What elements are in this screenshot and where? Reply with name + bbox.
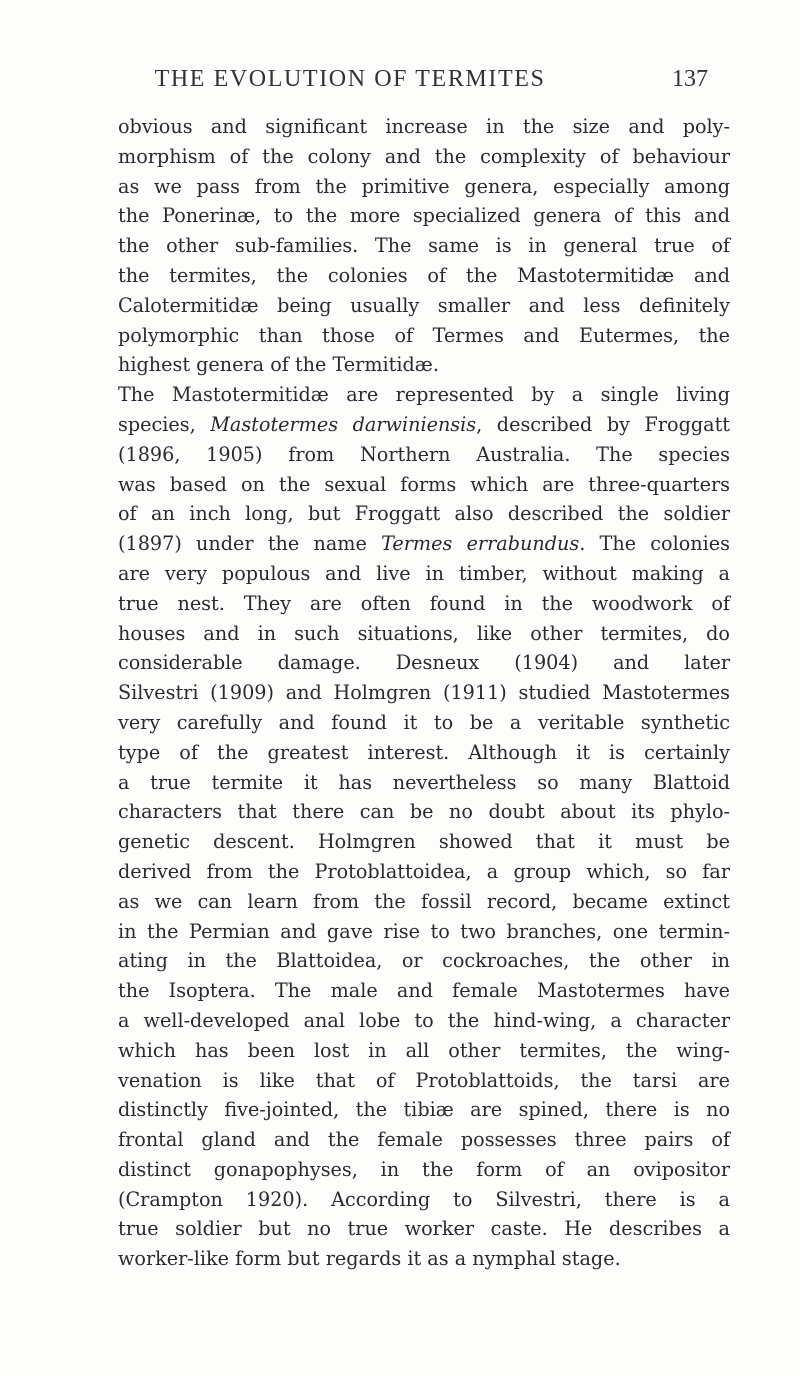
text-line: morphism of the colony and the complexity of behaviour <box>118 144 730 168</box>
text-line: distinct gonapophyses, in the form of an ovipositor <box>118 1157 730 1181</box>
text-line: ating in the Blattoidea, or cockroaches, the other in <box>118 949 730 973</box>
text-line: true soldier but no true worker caste. He describes a <box>118 1217 730 1241</box>
paragraph-end-line: worker-like form but regards it as a nymphal stage. <box>118 1247 621 1271</box>
text-line: the termites, the colonies of the Mastotermitidæ and <box>118 263 730 287</box>
text-line: as we pass from the primitive genera, especially among <box>118 174 730 198</box>
text-line: Calotermitidæ being usually smaller and less definitely <box>118 293 730 317</box>
text-line-with-species-name: (1897) under the name Termes errabundus. The colonies <box>118 532 730 556</box>
text-line: which has been lost in all other termites, the wing- <box>118 1038 730 1062</box>
text-line: of an inch long, but Froggatt also described the soldier <box>118 502 730 526</box>
text-line: as we can learn from the fossil record, became extinct <box>118 889 730 913</box>
text-line: (1896, 1905) from Northern Australia. The species <box>118 442 730 466</box>
text-line: the Isoptera. The male and female Mastotermes have <box>118 979 730 1003</box>
text-line: in the Permian and gave rise to two branches, one termin- <box>118 919 730 943</box>
text-line: Silvestri (1909) and Holmgren (1911) studied Mastotermes <box>118 681 730 705</box>
text-line: the Ponerinæ, to the more specialized genera of this and <box>118 204 730 228</box>
body-text <box>118 112 730 1274</box>
running-head <box>0 66 800 96</box>
text-line: venation is like that of Protoblattoids, the tarsi are <box>118 1068 730 1092</box>
paragraph-end-line: highest genera of the Termitidæ. <box>118 353 439 377</box>
page-number: 137 <box>672 66 708 92</box>
text-line: a true termite it has nevertheless so many Blattoid <box>118 770 730 794</box>
text-line: frontal gland and the female possesses three pairs of <box>118 1128 730 1152</box>
text-line: very carefully and found it to be a veritable synthetic <box>118 710 730 734</box>
text-line: a well-developed anal lobe to the hind-wing, a character <box>118 1008 730 1032</box>
text-line: (Crampton 1920). According to Silvestri, there is a <box>118 1187 730 1211</box>
text-line-with-species-name: species, Mastotermes darwiniensis, described by Froggatt <box>118 412 730 436</box>
running-title: THE EVOLUTION OF TERMITES <box>154 66 546 92</box>
text-line: distinctly five-jointed, the tibiæ are spined, there is no <box>118 1098 730 1122</box>
species-name: Mastotermes darwiniensis <box>210 412 477 436</box>
text-line: houses and in such situations, like other termites, do <box>118 621 730 645</box>
text-line: genetic descent. Holmgren showed that it must be <box>118 830 730 854</box>
text-line: true nest. They are often found in the woodwork of <box>118 591 730 615</box>
text-line: the other sub-families. The same is in general true of <box>118 234 730 258</box>
species-name: Termes errabundus <box>381 532 580 556</box>
text-line: characters that there can be no doubt about its phylo- <box>118 800 730 824</box>
text-line: polymorphic than those of Termes and Eutermes, the <box>118 323 730 347</box>
text-line: derived from the Protoblattoidea, a group which, so far <box>118 859 730 883</box>
text-line: obvious and significant increase in the size and poly- <box>118 115 730 138</box>
text-line: was based on the sexual forms which are three-quarters <box>118 472 730 496</box>
text-line: are very populous and live in timber, without making a <box>118 561 730 585</box>
paragraph-start-line: The Mastotermitidæ are represented by a single living <box>118 383 730 407</box>
text-line: considerable damage. Desneux (1904) and later <box>118 651 730 675</box>
text-line: type of the greatest interest. Although it is certainly <box>118 740 730 764</box>
